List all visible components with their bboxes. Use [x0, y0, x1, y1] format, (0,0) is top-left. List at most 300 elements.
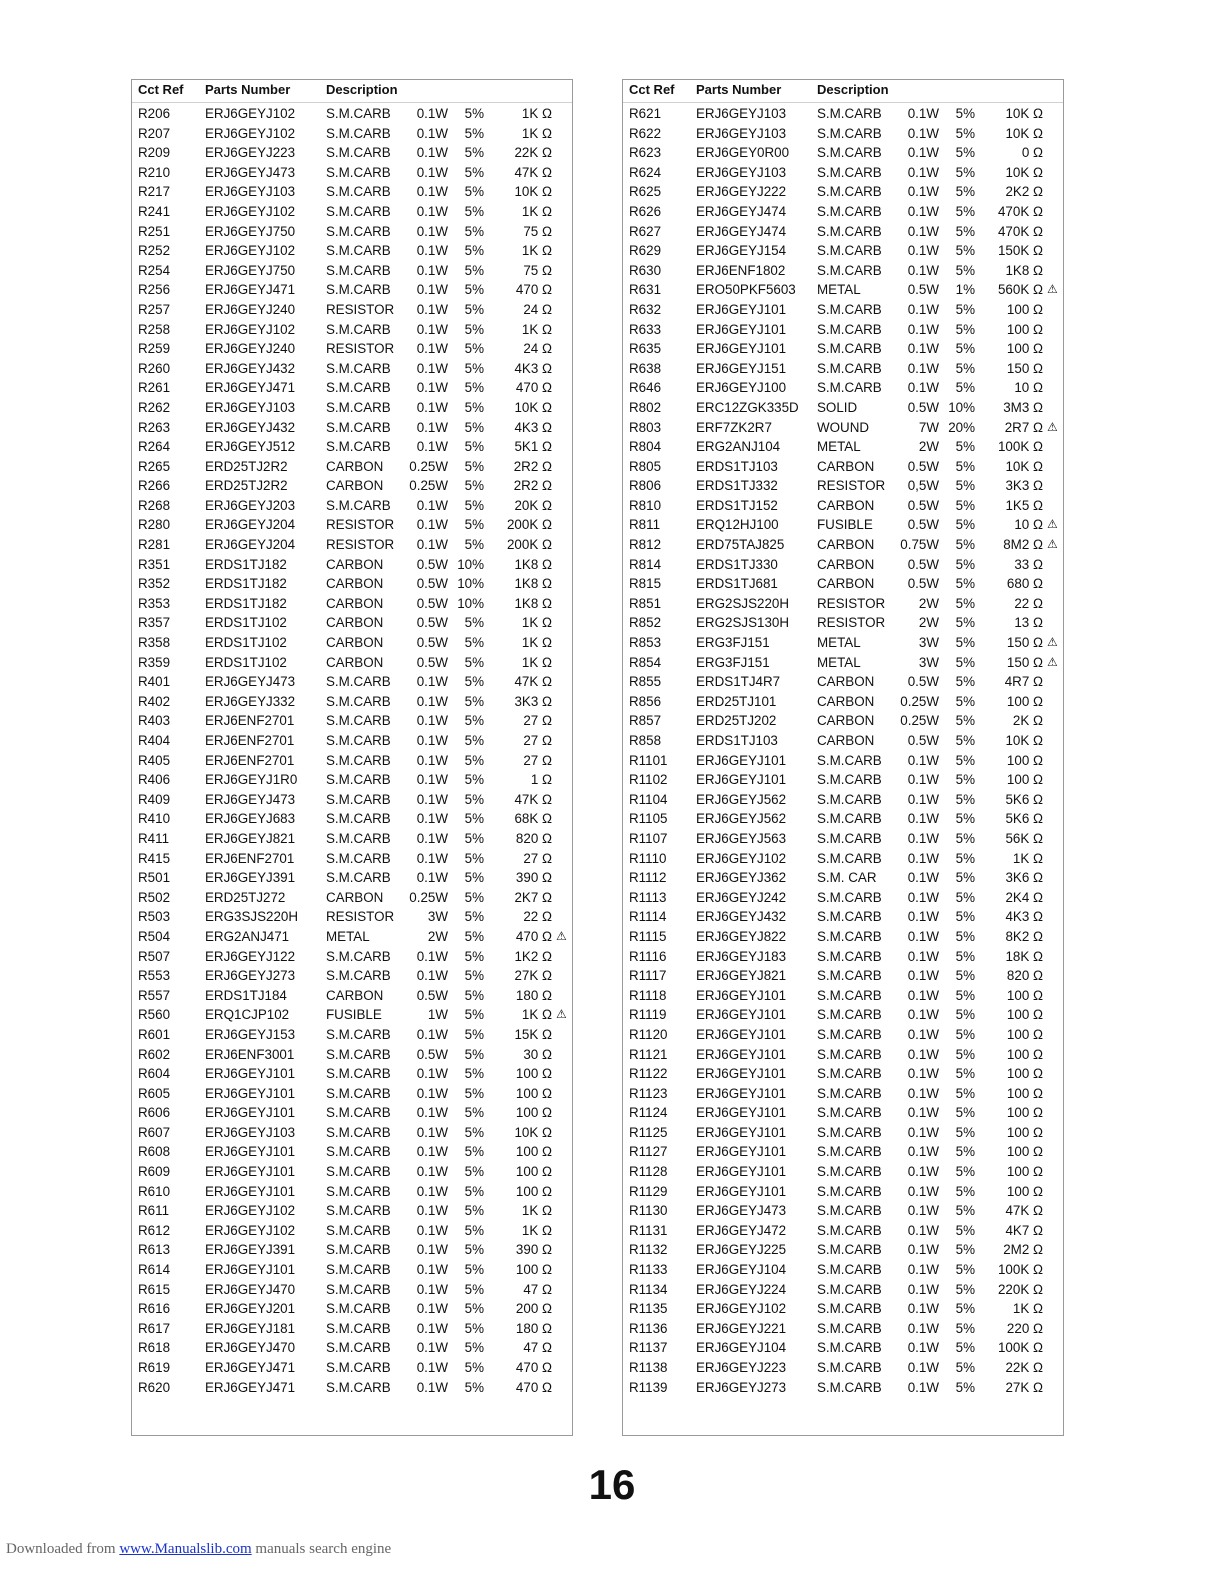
cell-parts-number: ERJ6GEYJ203: [205, 497, 296, 513]
cell-value: 3K3 Ω: [1005, 478, 1043, 494]
cell-wattage: 0.1W: [416, 1379, 448, 1395]
cell-cct-ref: R411: [138, 830, 170, 846]
cell-parts-number: ERJ6GEYJ512: [205, 439, 296, 455]
cell-wattage: 0.1W: [416, 321, 448, 337]
cell-value: 1 Ω: [530, 772, 552, 788]
cell-parts-number: ERDS1TJ184: [205, 987, 287, 1003]
cell-wattage: 0.1W: [907, 164, 939, 180]
cell-tolerance: 5%: [464, 1144, 484, 1160]
cell-value: 2M2 Ω: [1003, 1242, 1043, 1258]
cell-description: CARBON: [326, 987, 384, 1003]
cell-cct-ref: R624: [629, 164, 662, 180]
cell-value: 8K2 Ω: [1005, 928, 1043, 944]
cell-cct-ref: R613: [138, 1242, 171, 1258]
cell-value: 10 Ω: [1014, 380, 1043, 396]
cell-wattage: 0.1W: [416, 811, 448, 827]
cell-parts-number: ERJ6GEYJ470: [205, 1340, 296, 1356]
table-row: [623, 1025, 1063, 1045]
footer-link[interactable]: www.Manualslib.com: [119, 1541, 252, 1557]
cell-parts-number: ERJ6GEYJ201: [205, 1301, 296, 1317]
cell-cct-ref: R606: [138, 1105, 171, 1121]
cell-wattage: 0.1W: [416, 164, 448, 180]
cell-description: CARBON: [817, 458, 875, 474]
cell-description: S.M.CARB: [326, 968, 391, 984]
cell-value: 22K Ω: [514, 145, 552, 161]
warning-icon: ⚠: [1047, 517, 1058, 532]
table-row: [623, 280, 1063, 300]
cell-cct-ref: R357: [138, 615, 171, 631]
table-row: [132, 1064, 572, 1084]
cell-cct-ref: R1116: [629, 948, 667, 964]
table-row: [623, 202, 1063, 222]
cell-tolerance: 5%: [955, 791, 975, 807]
cell-wattage: 2W: [918, 439, 939, 455]
cell-description: S.M.CARB: [817, 1105, 882, 1121]
cell-description: WOUND: [817, 419, 870, 435]
cell-wattage: 1W: [427, 1007, 448, 1023]
cell-value: 1K8 Ω: [1005, 262, 1043, 278]
cell-description: S.M.CARB: [817, 1026, 882, 1042]
cell-wattage: 0.1W: [907, 791, 939, 807]
cell-wattage: 0.1W: [416, 1124, 448, 1140]
cell-description: S.M.CARB: [326, 203, 391, 219]
table-row: [623, 339, 1063, 359]
cell-wattage: 0.1W: [416, 360, 448, 376]
table-row: [132, 653, 572, 673]
cell-parts-number: ERJ6GEYJ473: [205, 674, 296, 690]
cell-wattage: 0.1W: [416, 497, 448, 513]
table-row: [623, 398, 1063, 418]
warning-icon: ⚠: [1047, 635, 1058, 650]
cell-value: 18K Ω: [1005, 948, 1043, 964]
header-description: Description: [326, 82, 398, 97]
cell-cct-ref: R281: [138, 537, 171, 553]
table-row: [623, 731, 1063, 751]
table-header: [132, 80, 572, 103]
table-row: [623, 829, 1063, 849]
table-row: [623, 790, 1063, 810]
cell-value: 5K6 Ω: [1005, 791, 1043, 807]
table-row: [623, 986, 1063, 1006]
cell-tolerance: 5%: [464, 1164, 484, 1180]
cell-description: RESISTOR: [326, 341, 395, 357]
cell-tolerance: 5%: [464, 282, 484, 298]
cell-cct-ref: R1131: [629, 1222, 668, 1238]
cell-description: S.M.CARB: [326, 948, 391, 964]
cell-cct-ref: R359: [138, 654, 171, 670]
cell-wattage: 0.1W: [416, 1085, 448, 1101]
cell-parts-number: ERJ6GEYJ101: [696, 1066, 787, 1082]
cell-tolerance: 5%: [464, 262, 484, 278]
cell-wattage: 0.1W: [416, 537, 448, 553]
cell-parts-number: ERG3SJS220H: [205, 909, 299, 925]
cell-tolerance: 5%: [464, 791, 484, 807]
cell-parts-number: ERJ6GEYJ101: [696, 1085, 787, 1101]
cell-parts-number: ERJ6GEYJ473: [696, 1203, 787, 1219]
cell-value: 200K Ω: [506, 517, 552, 533]
cell-value: 22K Ω: [1005, 1360, 1043, 1375]
cell-value: 100 Ω: [1006, 1105, 1043, 1121]
cell-cct-ref: R635: [629, 341, 662, 357]
cell-parts-number: ERJ6GEYJ683: [205, 811, 296, 827]
cell-parts-number: ERDS1TJ182: [205, 556, 287, 572]
cell-cct-ref: R1115: [629, 928, 667, 944]
cell-value: 100K Ω: [997, 1262, 1043, 1278]
cell-wattage: 0.1W: [416, 145, 448, 161]
table-row: [132, 320, 572, 340]
cell-description: RESISTOR: [326, 537, 395, 553]
cell-cct-ref: R263: [138, 419, 171, 435]
cell-value: 470K Ω: [997, 203, 1043, 219]
cell-wattage: 3W: [427, 909, 448, 925]
cell-wattage: 0.5W: [907, 674, 939, 690]
table-row: [132, 1025, 572, 1045]
cell-parts-number: ERJ6GEYJ101: [205, 1085, 296, 1101]
cell-description: S.M.CARB: [326, 1301, 391, 1317]
table-row: [132, 1005, 572, 1025]
cell-wattage: 0.1W: [416, 1281, 448, 1297]
table-row: [132, 829, 572, 849]
table-row: [623, 1299, 1063, 1319]
cell-cct-ref: R257: [138, 301, 171, 317]
cell-wattage: 0.1W: [416, 262, 448, 278]
cell-cct-ref: R266: [138, 478, 171, 494]
cell-cct-ref: R1136: [629, 1320, 668, 1336]
cell-parts-number: ERD25TJ202: [696, 713, 777, 729]
table-row: [623, 457, 1063, 477]
cell-cct-ref: R1121: [629, 1046, 668, 1062]
cell-tolerance: 5%: [464, 1281, 484, 1297]
cell-tolerance: 5%: [955, 870, 975, 886]
cell-parts-number: ERDS1TJ182: [205, 576, 287, 592]
table-row: [623, 1162, 1063, 1182]
cell-parts-number: ERJ6GEYJ473: [205, 791, 296, 807]
cell-tolerance: 5%: [464, 928, 484, 944]
cell-parts-number: ERJ6GEYJ101: [205, 1066, 296, 1082]
cell-value: 100 Ω: [515, 1262, 552, 1278]
cell-cct-ref: R852: [629, 615, 662, 631]
cell-description: S.M.CARB: [817, 106, 882, 121]
table-row: [132, 555, 572, 575]
cell-cct-ref: R803: [629, 419, 662, 435]
header-parts-number: Parts Number: [696, 82, 782, 97]
cell-value: 10K Ω: [1005, 125, 1043, 141]
cell-description: S.M.CARB: [326, 1340, 391, 1356]
cell-tolerance: 5%: [464, 1046, 484, 1062]
cell-parts-number: ERDS1TJ102: [205, 654, 287, 670]
cell-cct-ref: R1133: [629, 1262, 668, 1278]
cell-description: S.M.CARB: [817, 909, 882, 925]
cell-parts-number: ERJ6GEYJ204: [205, 537, 296, 553]
cell-tolerance: 5%: [464, 615, 484, 631]
cell-cct-ref: R633: [629, 321, 662, 337]
cell-value: 10K Ω: [1005, 733, 1043, 748]
cell-parts-number: ERJ6GEYJ104: [696, 1262, 787, 1278]
table-row: [132, 947, 572, 967]
cell-value: 27 Ω: [523, 850, 552, 866]
table-row: [623, 1240, 1063, 1260]
cell-tolerance: 5%: [955, 1124, 975, 1140]
cell-description: S.M.CARB: [326, 1262, 391, 1278]
cell-value: 2R2 Ω: [513, 478, 552, 494]
table-row: [623, 1201, 1063, 1221]
cell-wattage: 0.1W: [907, 1340, 939, 1356]
cell-parts-number: ERJ6GEYJ432: [696, 909, 787, 925]
cell-wattage: 0.1W: [907, 968, 939, 984]
cell-tolerance: 5%: [464, 1301, 484, 1317]
cell-wattage: 7W: [918, 419, 939, 435]
table-row: [623, 418, 1063, 438]
cell-tolerance: 5%: [955, 1105, 975, 1121]
cell-tolerance: 5%: [955, 262, 975, 278]
cell-wattage: 0.5W: [416, 1046, 448, 1062]
cell-value: 390 Ω: [515, 1242, 552, 1258]
cell-parts-number: ERJ6GEYJ101: [696, 987, 787, 1003]
cell-wattage: 0.5W: [416, 595, 448, 611]
cell-description: CARBON: [817, 674, 875, 690]
cell-parts-number: ERJ6GEYJ101: [696, 1164, 787, 1180]
cell-tolerance: 5%: [464, 243, 484, 259]
cell-cct-ref: R601: [138, 1026, 171, 1042]
cell-tolerance: 5%: [464, 478, 484, 494]
cell-parts-number: ERDS1TJ103: [696, 733, 778, 748]
cell-description: S.M.CARB: [817, 1222, 882, 1238]
cell-wattage: 0.1W: [907, 145, 939, 161]
cell-wattage: 0.1W: [416, 1320, 448, 1336]
cell-tolerance: 5%: [955, 1320, 975, 1336]
cell-tolerance: 5%: [464, 948, 484, 964]
cell-description: S.M.CARB: [326, 360, 391, 376]
table-row: [623, 222, 1063, 242]
table-row: [132, 1280, 572, 1300]
header-description: Description: [817, 82, 889, 97]
cell-parts-number: ERDS1TJ182: [205, 595, 287, 611]
cell-description: S.M.CARB: [326, 184, 391, 200]
cell-value: 10K Ω: [514, 399, 552, 415]
cell-description: S.M.CARB: [326, 791, 391, 807]
cell-value: 13 Ω: [1014, 615, 1043, 631]
cell-parts-number: ERJ6GEYJ154: [696, 243, 787, 259]
cell-description: S.M.CARB: [326, 1183, 391, 1199]
cell-cct-ref: R410: [138, 811, 171, 827]
cell-parts-number: ERJ6GEYJ153: [205, 1026, 296, 1042]
cell-wattage: 0.1W: [907, 1085, 939, 1101]
footer-prefix: Downloaded from: [6, 1541, 116, 1557]
cell-value: 27K Ω: [514, 968, 552, 984]
cell-tolerance: 5%: [464, 1105, 484, 1121]
cell-wattage: 0.1W: [416, 1105, 448, 1121]
cell-wattage: 0.1W: [907, 1203, 939, 1219]
cell-parts-number: ERJ6GEYJ102: [696, 850, 787, 866]
cell-tolerance: 5%: [955, 125, 975, 141]
cell-description: S.M.CARB: [817, 223, 882, 239]
cell-wattage: 0.1W: [907, 203, 939, 219]
cell-parts-number: ERJ6GEYJ101: [205, 1144, 296, 1160]
table-row: [132, 1299, 572, 1319]
table-row: [623, 104, 1063, 124]
table-row: [623, 770, 1063, 790]
cell-tolerance: 5%: [955, 615, 975, 631]
cell-parts-number: ERD25TJ272: [205, 889, 286, 905]
cell-description: S.M.CARB: [326, 399, 391, 415]
cell-description: S.M.CARB: [817, 1085, 882, 1101]
cell-wattage: 2W: [427, 928, 448, 944]
cell-tolerance: 5%: [955, 1242, 975, 1258]
cell-parts-number: ERJ6ENF2701: [205, 752, 295, 768]
table-row: [132, 1358, 572, 1378]
cell-description: S.M.CARB: [326, 145, 391, 161]
table-row: [623, 1260, 1063, 1280]
cell-wattage: 0.1W: [907, 870, 939, 886]
cell-cct-ref: R415: [138, 850, 171, 866]
cell-value: 150 Ω: [1006, 654, 1043, 670]
cell-description: S.M.CARB: [817, 1340, 882, 1356]
cell-tolerance: 5%: [464, 830, 484, 846]
cell-parts-number: ERJ6GEYJ102: [205, 1203, 296, 1219]
table-row: [623, 594, 1063, 614]
cell-tolerance: 5%: [955, 184, 975, 200]
table-row: [132, 1201, 572, 1221]
cell-description: S.M.CARB: [326, 243, 391, 259]
cell-tolerance: 5%: [464, 1222, 484, 1238]
cell-parts-number: ERJ6GEYJ101: [696, 301, 787, 317]
cell-parts-number: ERJ6ENF3001: [205, 1046, 295, 1062]
table-row: [132, 672, 572, 692]
cell-parts-number: ERJ6GEYJ103: [696, 164, 787, 180]
cell-wattage: 0.1W: [907, 1360, 939, 1375]
table-row: [132, 692, 572, 712]
cell-tolerance: 5%: [464, 399, 484, 415]
table-row: [132, 378, 572, 398]
cell-wattage: 0.1W: [416, 1222, 448, 1238]
cell-cct-ref: R280: [138, 517, 171, 533]
cell-description: RESISTOR: [817, 478, 886, 494]
warning-icon: ⚠: [1047, 654, 1058, 669]
cell-wattage: 0.1W: [416, 733, 448, 748]
cell-description: CARBON: [817, 537, 875, 553]
cell-parts-number: ERJ6GEYJ101: [696, 1105, 787, 1121]
cell-description: METAL: [817, 654, 861, 670]
cell-wattage: 0.1W: [907, 1026, 939, 1042]
table-row: [623, 1103, 1063, 1123]
cell-parts-number: ERD25TJ2R2: [205, 478, 288, 494]
cell-description: S.M.CARB: [326, 1360, 391, 1375]
cell-wattage: 0.1W: [907, 321, 939, 337]
cell-cct-ref: R265: [138, 458, 171, 474]
cell-wattage: 0.5W: [907, 517, 939, 533]
cell-wattage: 0.1W: [907, 928, 939, 944]
cell-tolerance: 5%: [464, 1183, 484, 1199]
table-row: [623, 1338, 1063, 1358]
cell-description: S.M.CARB: [326, 439, 391, 455]
cell-wattage: 0.5W: [907, 556, 939, 572]
cell-description: S.M.CARB: [326, 1124, 391, 1140]
table-row: [132, 339, 572, 359]
cell-description: CARBON: [817, 693, 875, 709]
cell-value: 24 Ω: [523, 341, 552, 357]
cell-wattage: 0.1W: [907, 987, 939, 1003]
cell-wattage: 0.5W: [416, 576, 448, 592]
cell-description: RESISTOR: [817, 595, 886, 611]
cell-cct-ref: R612: [138, 1222, 171, 1238]
cell-wattage: 0.1W: [416, 1360, 448, 1375]
cell-parts-number: ERDS1TJ152: [696, 497, 778, 513]
cell-cct-ref: R503: [138, 909, 171, 925]
cell-tolerance: 5%: [955, 1144, 975, 1160]
cell-wattage: 0.1W: [416, 1026, 448, 1042]
cell-parts-number: ERDS1TJ332: [696, 478, 778, 494]
cell-wattage: 0.1W: [907, 1105, 939, 1121]
table-row: [132, 104, 572, 124]
table-row: [132, 163, 572, 183]
cell-tolerance: 5%: [464, 125, 484, 141]
cell-cct-ref: R614: [138, 1262, 171, 1278]
cell-wattage: 0.1W: [907, 889, 939, 905]
cell-tolerance: 5%: [464, 752, 484, 768]
cell-tolerance: 5%: [955, 674, 975, 690]
cell-description: CARBON: [326, 889, 384, 905]
cell-wattage: 0.1W: [907, 1144, 939, 1160]
cell-parts-number: ERG2ANJ471: [205, 928, 290, 944]
table-row: [132, 790, 572, 810]
cell-cct-ref: R251: [138, 223, 171, 239]
cell-parts-number: ERJ6GEYJ471: [205, 1379, 296, 1395]
cell-parts-number: ERJ6GEYJ391: [205, 870, 296, 886]
cell-parts-number: ERJ6GEYJ821: [696, 968, 787, 984]
cell-value: 100 Ω: [1006, 1066, 1043, 1082]
cell-tolerance: 5%: [464, 301, 484, 317]
cell-parts-number: ERJ6GEYJ242: [696, 889, 787, 905]
cell-parts-number: ERD75TAJ825: [696, 537, 785, 553]
cell-value: 2K Ω: [1012, 713, 1043, 729]
cell-tolerance: 5%: [955, 928, 975, 944]
table-row: [623, 1358, 1063, 1378]
cell-value: 1K Ω: [1012, 1301, 1043, 1317]
cell-parts-number: ERJ6GEYJ103: [205, 399, 296, 415]
cell-description: S.M.CARB: [817, 243, 882, 259]
cell-value: 1K Ω: [521, 321, 552, 337]
cell-cct-ref: R260: [138, 360, 171, 376]
cell-wattage: 0.1W: [416, 1262, 448, 1278]
cell-tolerance: 5%: [955, 1281, 975, 1297]
cell-wattage: 0.1W: [907, 1066, 939, 1082]
table-row: [623, 692, 1063, 712]
cell-wattage: 0.1W: [907, 184, 939, 200]
cell-tolerance: 5%: [955, 1066, 975, 1082]
table-row: [132, 437, 572, 457]
cell-wattage: 0.1W: [416, 517, 448, 533]
cell-cct-ref: R616: [138, 1301, 171, 1317]
cell-parts-number: ERJ6GEYJ103: [696, 106, 787, 121]
cell-parts-number: ERJ6GEYJ821: [205, 830, 296, 846]
cell-wattage: 0.1W: [416, 752, 448, 768]
cell-parts-number: ERJ6GEYJ273: [696, 1379, 787, 1395]
cell-parts-number: ERD25TJ101: [696, 693, 777, 709]
cell-tolerance: 5%: [464, 223, 484, 239]
cell-value: 4K3 Ω: [1005, 909, 1043, 925]
cell-cct-ref: R1117: [629, 968, 667, 984]
cell-cct-ref: R1102: [629, 772, 668, 788]
cell-wattage: 0.5W: [416, 556, 448, 572]
table-row: [132, 1162, 572, 1182]
cell-description: S.M.CARB: [817, 1242, 882, 1258]
cell-wattage: 0.5W: [416, 987, 448, 1003]
cell-description: S.M.CARB: [817, 1164, 882, 1180]
cell-wattage: 0.1W: [416, 1203, 448, 1219]
cell-parts-number: ERJ6GEYJ222: [696, 184, 787, 200]
cell-parts-number: ERJ6GEYJ223: [205, 145, 296, 161]
cell-cct-ref: R805: [629, 458, 662, 474]
